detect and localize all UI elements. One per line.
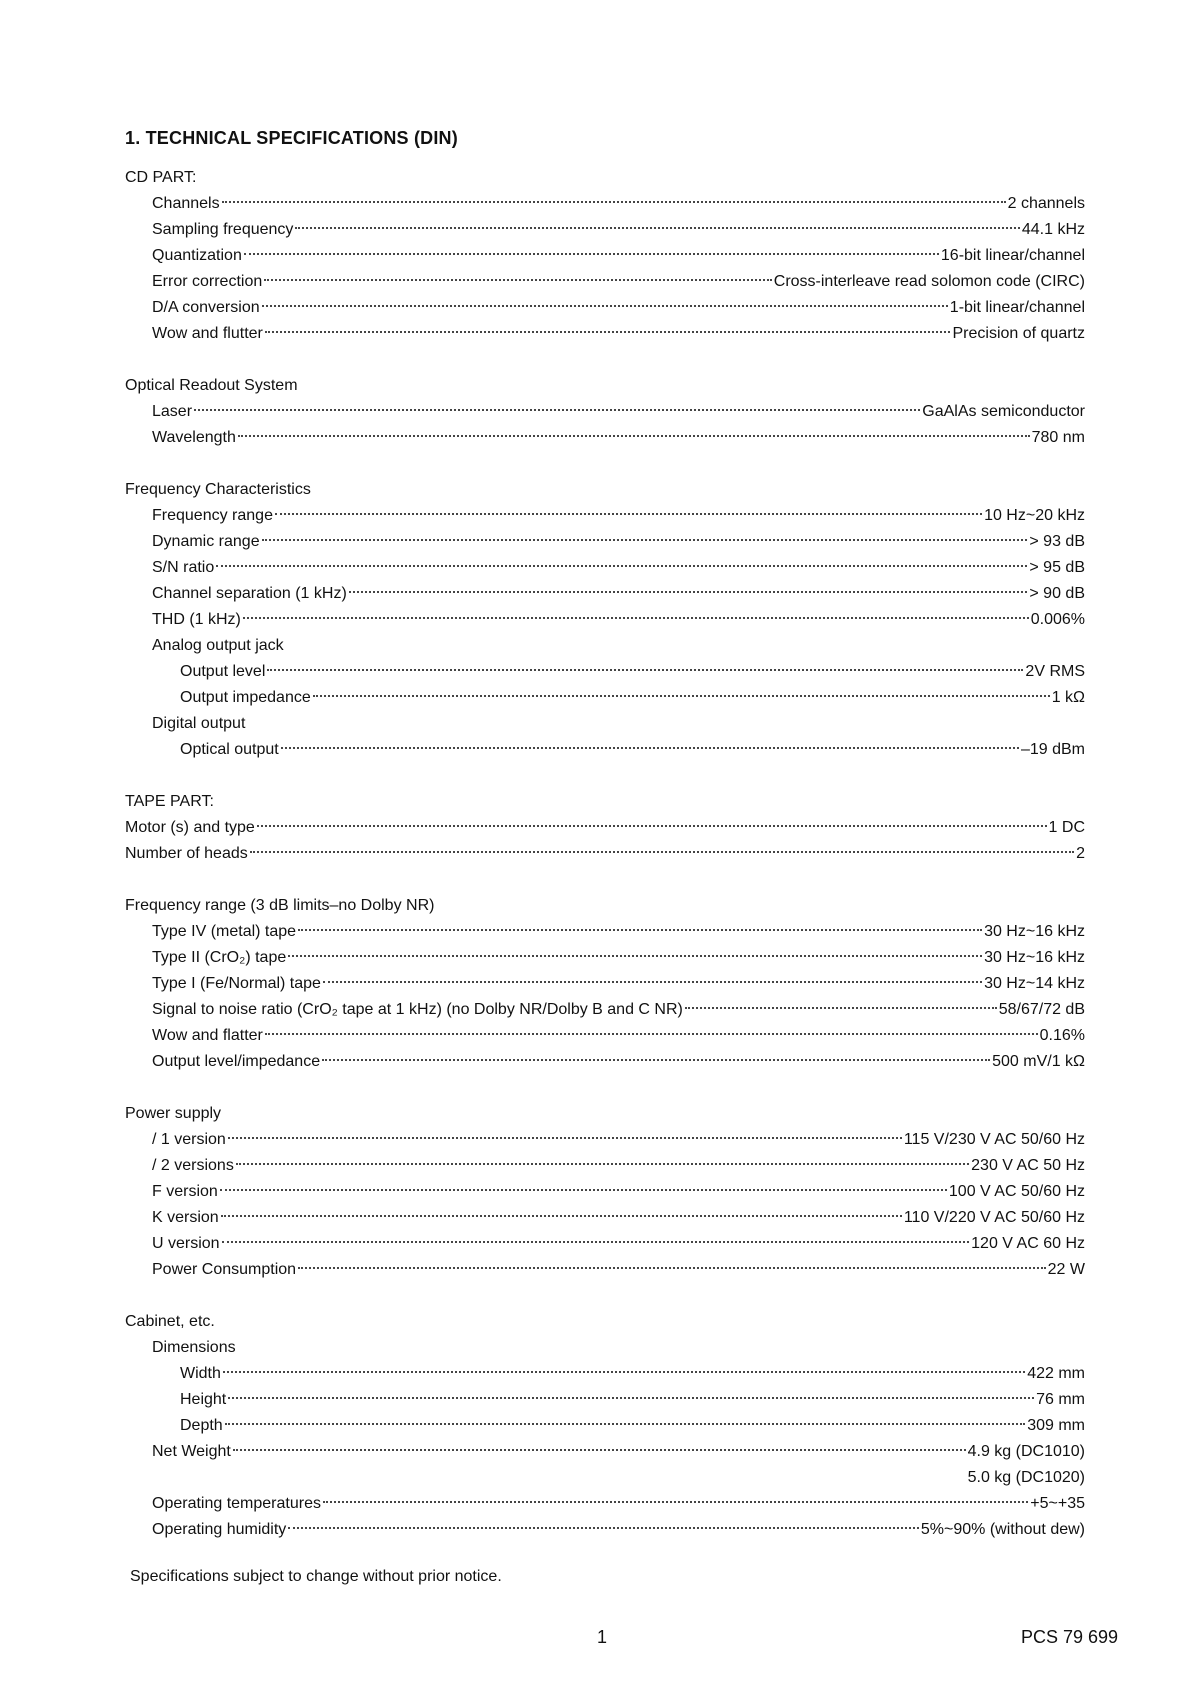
spec-value: > 95 dB — [1029, 559, 1085, 576]
spec-row — [125, 919, 1085, 945]
spec-label: F version — [152, 1183, 218, 1200]
spec-label: Laser — [152, 403, 193, 420]
spec-label: Depth — [180, 1417, 223, 1434]
section-gap — [125, 867, 1085, 893]
notice-text: Specifications subject to change without prior notice. — [130, 1568, 502, 1585]
spec-value: 44.1 kHz — [1021, 221, 1085, 238]
dot-leader — [349, 591, 1028, 593]
dot-leader — [250, 851, 1074, 853]
dot-leader — [225, 1423, 1026, 1425]
spec-value: 58/67/72 dB — [998, 1001, 1085, 1018]
spec-label: Optical output — [180, 741, 279, 758]
spec-row — [125, 997, 1085, 1023]
dot-leader — [281, 747, 1019, 749]
spec-label: Operating humidity — [152, 1521, 287, 1538]
spec-label: Number of heads — [125, 845, 248, 862]
spec-label: Wavelength — [152, 429, 236, 446]
dot-leader — [298, 929, 982, 931]
spec-value: 10 Hz~20 kHz — [984, 507, 1085, 524]
section-gap — [125, 1283, 1085, 1309]
dot-leader — [257, 825, 1047, 827]
spec-row — [125, 1205, 1085, 1231]
spec-value: 120 V AC 60 Hz — [971, 1235, 1085, 1252]
spec-label: Error correction — [152, 273, 263, 290]
spec-row — [125, 1231, 1085, 1257]
spec-label: Net Weight — [152, 1443, 231, 1460]
spec-label: Wow and flutter — [152, 325, 263, 342]
spec-row — [125, 1413, 1085, 1439]
spec-row — [125, 581, 1085, 607]
spec-label: Operating temperatures — [152, 1495, 321, 1512]
spec-row — [125, 1179, 1085, 1205]
spec-value: +5~+35 — [1030, 1495, 1085, 1512]
spec-row — [125, 191, 1085, 217]
dot-leader — [228, 1397, 1034, 1399]
dot-leader — [298, 1267, 1046, 1269]
section-heading-cd-part: CD PART: — [125, 169, 197, 186]
section-gap — [125, 451, 1085, 477]
spec-row — [125, 321, 1085, 347]
spec-row — [125, 425, 1085, 451]
spec-label: Channels — [152, 195, 220, 212]
spec-value: 1 kΩ — [1051, 689, 1085, 706]
spec-content — [125, 165, 1085, 1543]
spec-label: Motor (s) and type — [125, 819, 255, 836]
spec-row — [125, 503, 1085, 529]
spec-label: Output level — [180, 663, 266, 680]
spec-row — [125, 1153, 1085, 1179]
dot-leader — [243, 617, 1029, 619]
spec-label: Type I (Fe/Normal) tape — [152, 975, 321, 992]
dot-leader — [288, 955, 982, 957]
spec-value: 1 DC — [1048, 819, 1085, 836]
spec-value: 5%~90% (without dew) — [920, 1521, 1085, 1538]
dot-leader — [221, 1215, 902, 1217]
dot-leader — [262, 305, 948, 307]
spec-value: 30 Hz~14 kHz — [984, 975, 1085, 992]
dot-leader — [313, 695, 1050, 697]
dot-leader — [275, 513, 982, 515]
section-heading-power: Power supply — [125, 1105, 222, 1122]
spec-value: 76 mm — [1036, 1391, 1085, 1408]
spec-value: 780 nm — [1031, 429, 1085, 446]
dot-leader — [233, 1449, 966, 1451]
dot-leader — [685, 1007, 997, 1009]
subheading-digital-output: Digital output — [152, 715, 246, 732]
spec-row — [125, 217, 1085, 243]
spec-value: > 90 dB — [1029, 585, 1085, 602]
spec-row — [125, 1049, 1085, 1075]
spec-value: 422 mm — [1027, 1365, 1085, 1382]
dot-leader — [322, 1059, 990, 1061]
spec-label: Height — [180, 1391, 227, 1408]
spec-label: S/N ratio — [152, 559, 215, 576]
spec-value-continuation: 5.0 kg (DC1020) — [967, 1469, 1085, 1486]
subheading-dimensions: Dimensions — [152, 1339, 236, 1356]
page-number: 1 — [597, 1627, 608, 1647]
spec-row — [125, 1491, 1085, 1517]
spec-value: 0.006% — [1030, 611, 1085, 628]
dot-leader — [323, 981, 982, 983]
spec-value: 100 V AC 50/60 Hz — [948, 1183, 1085, 1200]
spec-label: / 2 versions — [152, 1157, 234, 1174]
spec-row — [125, 1023, 1085, 1049]
dot-leader — [262, 539, 1028, 541]
section-gap — [125, 347, 1085, 373]
spec-label: Output level/impedance — [152, 1053, 321, 1070]
section-gap — [125, 763, 1085, 789]
spec-value: 2 channels — [1007, 195, 1085, 212]
spec-value: 110 V/220 V AC 50/60 Hz — [903, 1209, 1085, 1226]
spec-label: Frequency range — [152, 507, 273, 524]
spec-label: THD (1 kHz) — [152, 611, 241, 628]
section-heading-tape-part: TAPE PART: — [125, 793, 214, 810]
spec-value: GaAlAs semiconductor — [922, 403, 1085, 420]
spec-row — [125, 1517, 1085, 1543]
spec-value: 4.9 kg (DC1010) — [967, 1443, 1085, 1460]
spec-value: 2 — [1076, 845, 1085, 862]
dot-leader — [265, 331, 951, 333]
spec-row — [125, 529, 1085, 555]
dot-leader — [238, 435, 1030, 437]
dot-leader — [244, 253, 939, 255]
dot-leader — [222, 1241, 970, 1243]
dot-leader — [323, 1501, 1028, 1503]
spec-value: 30 Hz~16 kHz — [984, 949, 1085, 966]
spec-row — [125, 295, 1085, 321]
spec-row — [125, 243, 1085, 269]
spec-value: 1-bit linear/channel — [949, 299, 1085, 316]
spec-row — [125, 269, 1085, 295]
dot-leader — [220, 1189, 947, 1191]
spec-value: –19 dBm — [1020, 741, 1085, 758]
spec-label: Signal to noise ratio (CrO₂ tape at 1 kHz) (no Dolby NR/Dolby B and C NR) — [152, 1001, 683, 1018]
section-heading-tape-frequency: Frequency range (3 dB limits–no Dolby NR) — [125, 897, 435, 914]
dot-leader — [216, 565, 1027, 567]
dot-leader — [194, 409, 920, 411]
spec-row — [125, 1439, 1085, 1465]
spec-label: Channel separation (1 kHz) — [152, 585, 347, 602]
page-title: 1. TECHNICAL SPECIFICATIONS (DIN) — [125, 128, 458, 148]
spec-row — [125, 1127, 1085, 1153]
spec-value: Precision of quartz — [952, 325, 1085, 342]
spec-row — [125, 737, 1085, 763]
spec-row — [125, 971, 1085, 997]
dot-leader — [265, 1033, 1038, 1035]
spec-label: U version — [152, 1235, 220, 1252]
dot-leader — [295, 227, 1019, 229]
dot-leader — [228, 1137, 902, 1139]
spec-row — [125, 399, 1085, 425]
section-heading-frequency: Frequency Characteristics — [125, 481, 311, 498]
spec-label: Sampling frequency — [152, 221, 294, 238]
spec-label: Output impedance — [180, 689, 311, 706]
spec-row — [125, 685, 1085, 711]
spec-label: / 1 version — [152, 1131, 226, 1148]
spec-label: K version — [152, 1209, 219, 1226]
spec-value: 309 mm — [1027, 1417, 1085, 1434]
document-id: PCS 79 699 — [1021, 1627, 1119, 1647]
dot-leader — [223, 1371, 1025, 1373]
section-heading-cabinet: Cabinet, etc. — [125, 1313, 215, 1330]
spec-row — [125, 841, 1085, 867]
spec-value: 16-bit linear/channel — [940, 247, 1085, 264]
spec-value: 2V RMS — [1025, 663, 1085, 680]
spec-value: 0.16% — [1039, 1027, 1085, 1044]
spec-label: Width — [180, 1365, 221, 1382]
spec-label: Type II (CrO₂) tape — [152, 949, 287, 966]
spec-row — [125, 607, 1085, 633]
spec-row — [125, 659, 1085, 685]
spec-label: Power Consumption — [152, 1261, 297, 1278]
spec-label: Type IV (metal) tape — [152, 923, 297, 940]
section-gap — [125, 1075, 1085, 1101]
spec-row — [125, 555, 1085, 581]
spec-value: 500 mV/1 kΩ — [992, 1053, 1085, 1070]
dot-leader — [236, 1163, 969, 1165]
dot-leader — [267, 669, 1023, 671]
spec-label: Dynamic range — [152, 533, 260, 550]
dot-leader — [264, 279, 772, 281]
spec-label: D/A conversion — [152, 299, 260, 316]
section-heading-optical: Optical Readout System — [125, 377, 298, 394]
spec-value: 115 V/230 V AC 50/60 Hz — [903, 1131, 1085, 1148]
spec-value: Cross-interleave read solomon code (CIRC) — [773, 273, 1085, 290]
dot-leader — [222, 201, 1006, 203]
spec-label: Wow and flatter — [152, 1027, 263, 1044]
spec-row — [125, 1361, 1085, 1387]
spec-value: > 93 dB — [1029, 533, 1085, 550]
spec-value: 230 V AC 50 Hz — [971, 1157, 1085, 1174]
spec-row — [125, 1257, 1085, 1283]
spec-label: Quantization — [152, 247, 242, 264]
spec-row — [125, 1387, 1085, 1413]
spec-value: 30 Hz~16 kHz — [984, 923, 1085, 940]
spec-row — [125, 815, 1085, 841]
dot-leader — [288, 1527, 919, 1529]
subheading-analog-output: Analog output jack — [152, 637, 284, 654]
spec-value: 22 W — [1047, 1261, 1085, 1278]
spec-row — [125, 945, 1085, 971]
